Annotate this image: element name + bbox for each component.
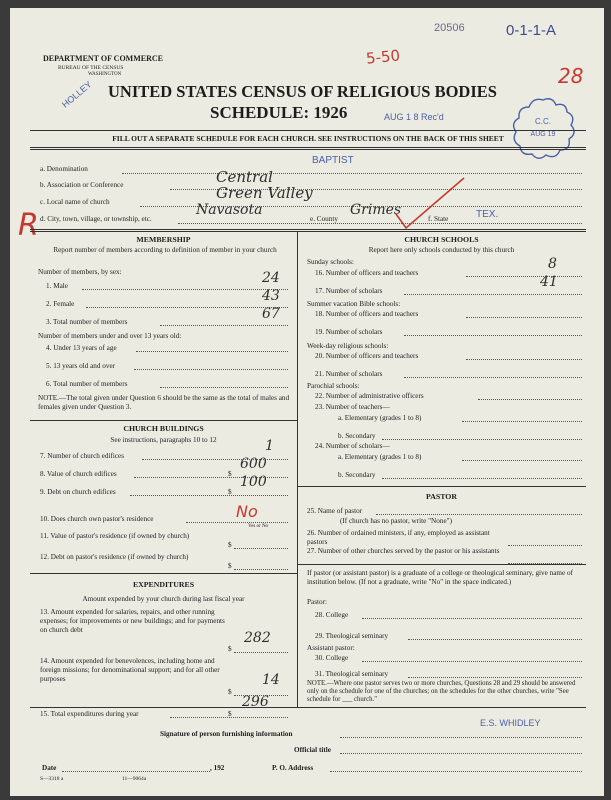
q21-label: 21. Number of scholars xyxy=(315,370,383,378)
seal-text-bottom: AUG 19 xyxy=(530,131,556,138)
city-value: Navasota xyxy=(196,202,263,218)
q30-label: 30. College xyxy=(315,654,349,662)
graduate-note: If pastor (or assistant pastor) is a graduate of a college or theological seminary, give name of institution below. (If not a graduate, write "No" in the space indicated.) xyxy=(307,569,573,586)
q11-label: 11. Value of pastor's residence (if owned by church) xyxy=(40,532,190,540)
q15-value: 296 xyxy=(242,694,269,710)
membership-intro: Report number of members according to definition of member in your church xyxy=(53,246,277,254)
serial-number-stamp: 20506 xyxy=(434,22,465,34)
membership-note: NOTE.—The total given under Question 6 should be the same as the total of males and females given under Question 3. xyxy=(38,394,290,411)
q12-dollar: $ xyxy=(228,562,232,570)
buildings-sub: See instructions, paragraphs 10 to 12 xyxy=(110,436,217,444)
city-label: d. City, town, village, or township, etc. xyxy=(40,215,152,223)
pastor-note: NOTE.—Where one pastor serves two or more churches, Questions 28 and 29 should be answered only on the schedule for one of the churches; on the schedules for the other churches, write "See schedule for ___ church." xyxy=(307,680,576,703)
red-check-mark xyxy=(390,176,470,232)
q13-value: 282 xyxy=(244,630,271,646)
form-title: UNITED STATES CENSUS OF RELIGIOUS BODIES xyxy=(108,82,497,101)
expenditures-heading: EXPENDITURES xyxy=(132,580,195,589)
q14-value: 14 xyxy=(262,672,280,688)
q10-value: No xyxy=(236,502,258,521)
q3-label: 3. Total number of members xyxy=(46,318,128,326)
buildings-heading: CHURCH BUILDINGS xyxy=(123,424,204,433)
q25-label: 25. Name of pastor xyxy=(307,507,363,515)
q29-label: 29. Theological seminary xyxy=(315,632,389,640)
q19-label: 19. Number of scholars xyxy=(315,328,383,336)
q24a-label: a. Elementary (grades 1 to 8) xyxy=(338,453,422,461)
q24-label: 24. Number of scholars— xyxy=(315,442,390,450)
file-code-stamp: 0-1-1-A xyxy=(506,22,557,39)
assistant-sub-label: Assistant pastor: xyxy=(307,644,355,652)
form-code-2: 11—9064a xyxy=(122,776,147,782)
q9-label: 9. Debt on church edifices xyxy=(40,488,116,496)
by-sex-label: Number of members, by sex: xyxy=(38,268,122,276)
summer-label: Summer vacation Bible schools: xyxy=(307,300,401,308)
state-label: f. State xyxy=(428,215,449,223)
round-seal-stamp xyxy=(510,96,576,162)
q8-dollar: $ xyxy=(228,470,232,478)
q6-label: 6. Total number of members xyxy=(46,380,128,388)
denomination-label: a. Denomination xyxy=(40,165,88,173)
q11-dollar: $ xyxy=(228,541,232,549)
schools-intro: Report here only schools conducted by this church xyxy=(368,246,515,254)
q18-label: 18. Number of officers and teachers xyxy=(315,310,419,318)
q1-label: 1. Male xyxy=(46,282,68,290)
q16-value: 8 xyxy=(548,256,557,272)
county-label: e. County xyxy=(310,215,338,223)
age-label: Number of members under and over 13 years old: xyxy=(38,332,182,340)
instructions-bar: FILL OUT A SEPARATE SCHEDULE FOR EACH CHURCH. SEE INSTRUCTIONS ON THE BACK OF THIS SHEET xyxy=(112,134,504,143)
handwritten-corner-number: 28 xyxy=(558,64,584,88)
yes-no-hint: Yes or No xyxy=(248,524,269,529)
q7-label: 7. Number of church edifices xyxy=(40,452,125,460)
local-name-value: Green Valley xyxy=(216,184,313,202)
census-schedule-sheet xyxy=(10,8,604,796)
q25-note: (If church has no pastor, write "None") xyxy=(340,517,452,525)
signature-label: Signature of person furnishing information xyxy=(160,730,293,738)
denomination-value: BAPTIST xyxy=(312,155,354,166)
q23b-label: b. Secondary xyxy=(338,432,376,440)
q9-value: 100 xyxy=(240,474,267,490)
q2-label: 2. Female xyxy=(46,300,75,308)
q20-label: 20. Number of officers and teachers xyxy=(315,352,419,360)
q28-label: 28. College xyxy=(315,611,349,619)
state-value: TEX. xyxy=(476,209,499,220)
sunday-label: Sunday schools: xyxy=(307,258,354,266)
date-label: Date xyxy=(42,764,57,772)
q23-label: 23. Number of teachers— xyxy=(315,403,390,411)
q24b-label: b. Secondary xyxy=(338,471,376,479)
q2-value: 43 xyxy=(262,288,280,304)
signature-value: E.S. WHIDLEY xyxy=(480,718,541,728)
q16-label: 16. Number of officers and teachers xyxy=(315,269,419,277)
city-label: WASHINGTON xyxy=(88,72,122,77)
q9-dollar: $ xyxy=(228,488,232,496)
q26-label: 26. Number of ordained ministers, if any, employed as assistant pastors xyxy=(307,529,490,546)
membership-heading: MEMBERSHIP xyxy=(136,235,191,244)
q31-label: 31. Theological seminary xyxy=(315,670,389,678)
q5-label: 5. 13 years old and over xyxy=(46,362,116,370)
q10-label: 10. Does church own pastor's residence xyxy=(40,515,154,523)
q17-value: 41 xyxy=(540,274,558,290)
pastor-sub-label: Pastor: xyxy=(307,598,327,606)
expenditures-intro: Amount expended by your church during last fiscal year xyxy=(82,595,245,603)
q12-label: 12. Debt on pastor's residence (if owned by church) xyxy=(40,553,189,561)
association-value: Central xyxy=(216,168,273,186)
received-date-stamp: AUG 1 8 Rec'd xyxy=(384,112,444,122)
q15-label: 15. Total expenditures during year xyxy=(40,710,139,718)
pastor-heading: PASTOR xyxy=(426,492,457,501)
seal-text-top: C.C. xyxy=(535,117,551,126)
bureau-label: BUREAU OF THE CENSUS xyxy=(58,65,124,71)
official-title-label: Official title xyxy=(294,746,331,754)
q4-label: 4. Under 13 years of age xyxy=(46,344,117,352)
holley-stamp: HOLLEY xyxy=(60,79,94,110)
form-subtitle: SCHEDULE: 1926 xyxy=(210,103,348,122)
date-year: , 192 xyxy=(210,764,225,772)
q3-value: 67 xyxy=(262,306,280,322)
q23a-label: a. Elementary (grades 1 to 8) xyxy=(338,414,422,422)
q8-value: 600 xyxy=(240,456,267,472)
parochial-label: Parochial schools: xyxy=(307,382,360,390)
department-label: DEPARTMENT OF COMMERCE xyxy=(43,54,164,63)
q1-value: 24 xyxy=(262,270,280,286)
schools-heading: CHURCH SCHOOLS xyxy=(404,235,479,244)
q15-dollar: $ xyxy=(228,710,232,718)
margin-mark: R xyxy=(18,208,39,243)
q14-dollar: $ xyxy=(228,688,232,696)
po-address-label: P. O. Address xyxy=(272,764,314,772)
handwritten-top-number: 5-50 xyxy=(365,46,401,68)
association-label: b. Association or Conference xyxy=(40,181,124,189)
q22-label: 22. Number of administrative officers xyxy=(315,392,424,400)
local-name-label: c. Local name of church xyxy=(40,198,110,206)
q27-label: 27. Number of other churches served by the pastor or his assistants xyxy=(307,547,500,555)
weekday-label: Week-day religious schools: xyxy=(307,342,389,350)
form-code: S—3318 a xyxy=(40,776,64,782)
q13-dollar: $ xyxy=(228,645,232,653)
q14-label: 14. Amount expended for benevolences, including home and foreign missions; for denominational support; and for all other purposes xyxy=(40,657,220,683)
q8-label: 8. Value of church edifices xyxy=(40,470,117,478)
q13-label: 13. Amount expended for salaries, repairs, and other running expenses; for improvements or new buildings; and for payments on church debt xyxy=(40,608,225,634)
q7-value: 1 xyxy=(265,438,274,454)
q17-label: 17. Number of scholars xyxy=(315,287,383,295)
county-value: Grimes xyxy=(350,202,402,218)
